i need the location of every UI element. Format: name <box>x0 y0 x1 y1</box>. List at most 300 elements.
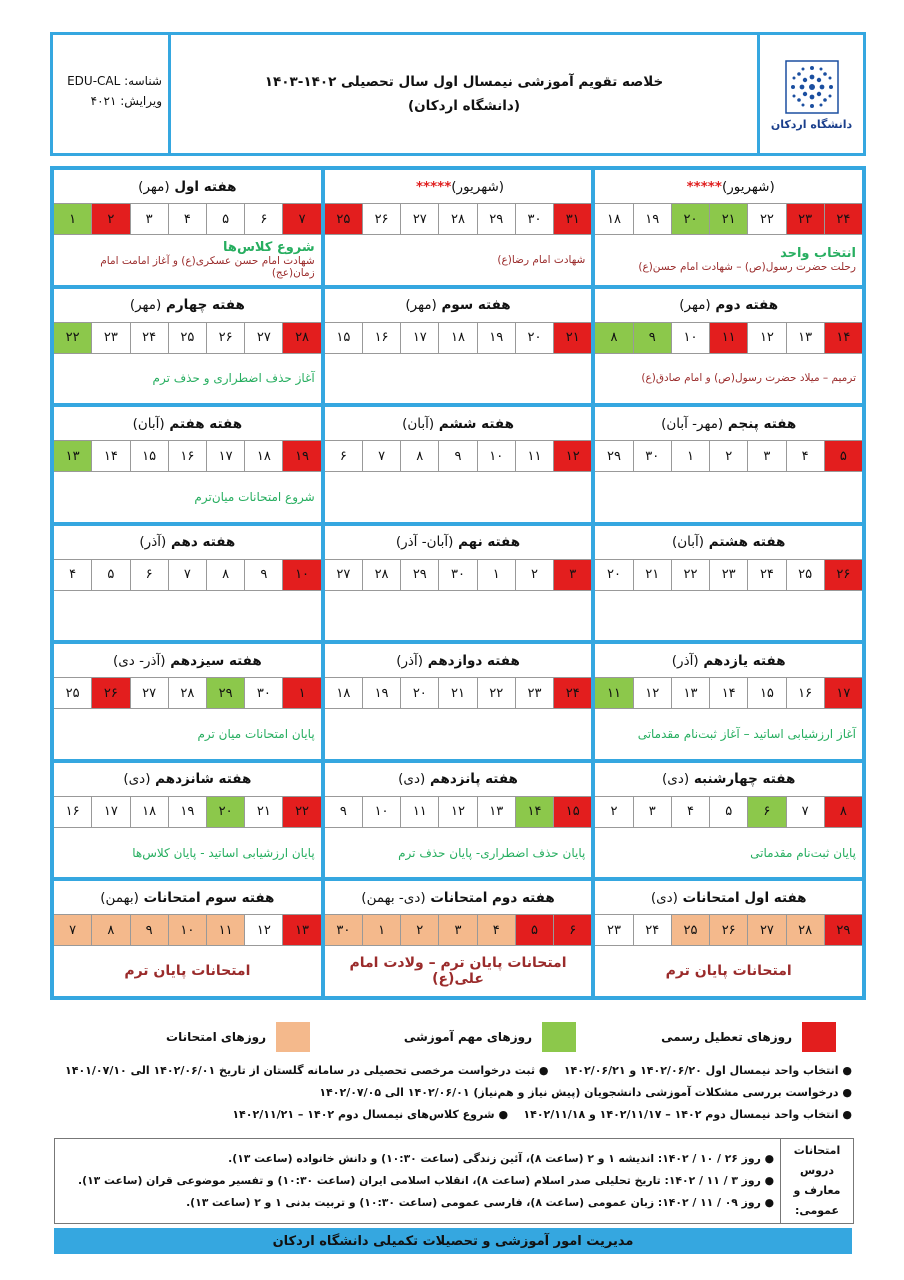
day-cell: ۸ <box>400 441 438 471</box>
day-cell: ۹ <box>130 915 168 945</box>
week-month: (شهریور) <box>721 178 775 195</box>
week-title <box>595 763 862 796</box>
week-name: هفته نهم <box>458 534 521 551</box>
day-cell: ۱۳ <box>786 323 824 353</box>
week-days-row <box>325 677 592 709</box>
day-cell: ۱۵ <box>130 441 168 471</box>
day-cell: ۱۰ <box>282 560 320 590</box>
day-cell: ۲۷ <box>400 204 438 234</box>
week-title <box>325 881 592 914</box>
day-cell: ۱۹ <box>362 678 400 708</box>
week-notes <box>54 235 321 285</box>
day-cell: ۳ <box>633 797 671 827</box>
document-version: ویرایش: ۴۰۲۱ <box>90 94 162 108</box>
week-note: ترمیم – میلاد حضرت رسول(ص) و امام صادق(ع) <box>641 372 856 385</box>
week-notes <box>595 946 862 996</box>
day-cell: ۱۳ <box>282 915 320 945</box>
week-month: (آبان- آذر) <box>395 534 454 551</box>
note-line-1: ● انتخاب واحد نیمسال اول ۱۴۰۲/۰۶/۲۰ و ۱۴۰۲/۰۶/۲۱ ● ثبت درخواست مرخصی تحصیلی در سامانه گلستان از تاریخ ۱۴۰۲/۰۶/۰۱ الی ۱۴۰۱/۰۷/۱۰ <box>65 1064 852 1077</box>
week-name: هفته سوم <box>441 297 511 314</box>
day-cell: ۱۴ <box>91 441 129 471</box>
day-cell: ۲۶ <box>824 560 862 590</box>
week-cell <box>595 526 862 641</box>
week-days-row <box>325 914 592 946</box>
week-notes <box>325 354 592 404</box>
week-note: شروع امتحانات میان‌ترم <box>194 489 315 504</box>
day-cell: ۲۵ <box>671 915 709 945</box>
week-title <box>54 170 321 203</box>
week-note: شروع کلاس‌ها <box>223 240 315 256</box>
day-cell: ۸ <box>91 915 129 945</box>
week-notes <box>54 946 321 996</box>
day-cell: ۲۶ <box>362 204 400 234</box>
day-cell: ۴ <box>477 915 515 945</box>
week-month: (مهر) <box>405 297 437 314</box>
week-notes <box>325 828 592 878</box>
week-title <box>54 289 321 322</box>
day-cell: ۲۸ <box>282 323 320 353</box>
note-second-term-start: شروع کلاس‌های نیمسال دوم ۱۴۰۲ – ۱۴۰۲/۱۱/۲۱ <box>232 1108 495 1121</box>
week-note: انتخاب واحد <box>780 246 856 262</box>
week-days-row <box>595 203 862 235</box>
note-second-term-selection: انتخاب واحد نیمسال دوم ۱۴۰۲ – ۱۴۰۲/۱۱/۱۷ و ۱۴۰۲/۱۱/۱۸ <box>523 1108 839 1121</box>
day-cell: ۲ <box>400 915 438 945</box>
day-cell: ۱۵ <box>336 330 351 346</box>
day-cell: ۲۹ <box>607 448 621 464</box>
week-notes <box>325 946 592 996</box>
week-days-row <box>595 440 862 472</box>
week-title <box>325 763 592 796</box>
week-name: هفته هفتم <box>169 415 243 432</box>
day-cell: ۲۴ <box>824 204 862 234</box>
week-days-row <box>595 677 862 709</box>
week-title <box>325 289 592 322</box>
week-month: (آذر) <box>139 534 167 551</box>
day-cell: ۲۱ <box>553 323 591 353</box>
day-cell: ۲۲ <box>282 797 320 827</box>
day-cell: ۷ <box>786 797 824 827</box>
week-notes <box>54 709 321 759</box>
legend-exams <box>166 1022 310 1052</box>
week-note: رحلت حضرت رسول(ص) – شهادت امام حسن(ع) <box>638 261 856 274</box>
week-name: هفته یازدهم <box>703 652 786 669</box>
day-cell: ۱۶ <box>362 323 400 353</box>
header <box>50 32 866 156</box>
week-cell <box>54 644 321 759</box>
week-title <box>54 763 321 796</box>
week-days-row <box>325 322 592 354</box>
page-title: خلاصه تقویم آموزشی نیمسال اول سال تحصیلی ۱۴۰۲-۱۴۰۳ <box>264 74 664 90</box>
day-cell: ۳۰ <box>633 441 671 471</box>
day-cell: ۳ <box>553 560 591 590</box>
week-name: هفته اول <box>174 178 237 195</box>
week-days-row <box>325 440 592 472</box>
week-title <box>595 407 862 440</box>
week-month: (دی) <box>650 889 678 906</box>
day-cell: ۱۲ <box>553 441 591 471</box>
week-name: هفته دوم امتحانات <box>430 889 555 906</box>
logo-text: دانشگاه اردکان <box>770 117 853 131</box>
day-cell: ۱۷ <box>206 441 244 471</box>
week-cell <box>54 526 321 641</box>
weekly-calendar-grid <box>50 166 866 1000</box>
day-cell: ۲ <box>610 804 618 820</box>
week-note: پایان امتحانات میان ترم <box>197 727 315 742</box>
week-note: امتحانات پایان ترم – ولادت امام علی(ع) <box>349 955 567 988</box>
day-cell: ۲۶ <box>91 678 129 708</box>
week-cell <box>325 170 592 285</box>
week-days-row <box>595 559 862 591</box>
week-notes <box>595 354 862 404</box>
week-title <box>325 526 592 559</box>
day-cell: ۳۱ <box>553 204 591 234</box>
day-cell: ۲۵ <box>786 560 824 590</box>
week-name: هفته دوازدهم <box>427 652 520 669</box>
week-title <box>54 526 321 559</box>
day-cell: ۲۹ <box>824 915 862 945</box>
week-days-row <box>54 677 321 709</box>
day-cell: ۱ <box>671 441 709 471</box>
week-name: هفته چهارم <box>165 297 245 314</box>
day-cell: ۲۳ <box>607 922 621 938</box>
day-cell: ۲۰ <box>515 323 553 353</box>
week-stars: ***** <box>686 178 722 195</box>
day-cell: ۱۲ <box>244 915 282 945</box>
week-cell <box>325 644 592 759</box>
week-days-row <box>54 322 321 354</box>
day-cell: ۲۹ <box>206 678 244 708</box>
week-cell <box>54 881 321 996</box>
day-cell: ۳۰ <box>438 560 476 590</box>
day-cell: ۱۴ <box>515 797 553 827</box>
day-cell: ۱۹ <box>282 441 320 471</box>
week-days-row <box>325 203 592 235</box>
week-month: (آبان) <box>671 534 705 551</box>
day-cell: ۵ <box>515 915 553 945</box>
day-cell: ۵ <box>709 797 747 827</box>
legend-important <box>404 1022 576 1052</box>
day-cell: ۲۴ <box>633 915 671 945</box>
week-month: (مهر) <box>138 178 170 195</box>
day-cell: ۱۹ <box>633 204 671 234</box>
week-cell <box>595 407 862 522</box>
week-title <box>325 407 592 440</box>
day-cell: ۱۵ <box>553 797 591 827</box>
day-cell: ۵ <box>206 204 244 234</box>
day-cell: ۵ <box>824 441 862 471</box>
day-cell: ۹ <box>339 804 347 820</box>
day-cell: ۱۲ <box>438 797 476 827</box>
day-cell: ۱۶ <box>65 804 80 820</box>
week-note: شهادت امام رضا(ع) <box>497 253 586 266</box>
day-cell: ۲۳ <box>515 678 553 708</box>
week-cell <box>595 170 862 285</box>
week-name: هفته پنجم <box>727 415 797 432</box>
week-cell <box>54 289 321 404</box>
day-cell: ۲۰ <box>400 678 438 708</box>
day-cell: ۸ <box>595 323 632 353</box>
day-cell: ۱۱ <box>400 797 438 827</box>
day-cell: ۲۲ <box>477 678 515 708</box>
week-month: (آذر- دی) <box>112 652 166 669</box>
week-month: (دی) <box>123 771 151 788</box>
day-cell: ۱۲ <box>633 678 671 708</box>
day-cell: ۷ <box>168 560 206 590</box>
day-cell: ۱۴ <box>709 678 747 708</box>
general-exams-label: امتحانات دروس معارف و عمومی: <box>780 1139 853 1223</box>
day-cell: ۱۳ <box>54 441 91 471</box>
note-line-3: ● انتخاب واحد نیمسال دوم ۱۴۰۲ – ۱۴۰۲/۱۱/۱۷ و ۱۴۰۲/۱۱/۱۸ ● شروع کلاس‌های نیمسال دوم ۱۴۰۲ – ۱۴۰۲/۱۱/۲۱ <box>232 1108 852 1121</box>
week-name: هفته چهارشنبه <box>693 771 796 788</box>
week-title <box>595 644 862 677</box>
day-cell: ۱۸ <box>130 797 168 827</box>
week-title <box>595 170 862 203</box>
day-cell: ۳ <box>747 441 785 471</box>
day-cell: ۲۵ <box>65 685 80 701</box>
week-month: (دی) <box>662 771 690 788</box>
week-notes <box>54 828 321 878</box>
week-month: (شهریور) <box>451 178 505 195</box>
week-notes <box>325 709 592 759</box>
note-line-2: ● درخواست بررسی مشکلات آموزشی دانشجویان (پیش نیاز و هم‌نیاز) ۱۴۰۲/۰۶/۰۱ الی ۱۴۰۲/۰۷/۰۵ <box>319 1086 852 1099</box>
day-cell: ۱۱ <box>709 323 747 353</box>
day-cell: ۲۸ <box>438 204 476 234</box>
day-cell: ۲۷ <box>336 567 351 583</box>
day-cell: ۹ <box>633 323 671 353</box>
legend-holiday-label: روزهای تعطیل رسمی <box>661 1030 792 1044</box>
week-cell <box>595 289 862 404</box>
week-note: پایان ارزشیابی اساتید - پایان کلاس‌ها <box>132 845 315 860</box>
week-name: هفته شانزدهم <box>155 771 252 788</box>
day-cell: ۱۳ <box>477 797 515 827</box>
week-cell <box>54 763 321 878</box>
day-cell: ۴ <box>168 204 206 234</box>
day-cell: ۶ <box>553 915 591 945</box>
week-month: (مهر) <box>679 297 711 314</box>
legend-exams-swatch <box>276 1022 310 1052</box>
day-cell: ۲۱ <box>709 204 747 234</box>
document-id-block <box>53 35 171 153</box>
day-cell: ۲ <box>515 560 553 590</box>
day-cell: ۳۰ <box>244 678 282 708</box>
week-name: هفته دهم <box>170 534 236 551</box>
week-cell <box>54 170 321 285</box>
week-cell <box>595 881 862 996</box>
day-cell: ۲۰ <box>206 797 244 827</box>
legend-important-label: روزهای مهم آموزشی <box>403 1030 532 1044</box>
day-cell: ۳ <box>438 915 476 945</box>
day-cell: ۹ <box>244 560 282 590</box>
day-cell: ۱۷ <box>91 797 129 827</box>
week-name: هفته سوم امتحانات <box>143 889 275 906</box>
day-cell: ۲۱ <box>438 678 476 708</box>
week-title <box>595 289 862 322</box>
day-cell: ۲۱ <box>633 560 671 590</box>
day-cell: ۱ <box>362 915 400 945</box>
week-cell <box>325 289 592 404</box>
day-cell: ۸ <box>824 797 862 827</box>
day-cell: ۲۵ <box>325 204 362 234</box>
week-note: امتحانات پایان ترم <box>665 963 792 980</box>
day-cell: ۸ <box>206 560 244 590</box>
footer: مدیریت امور آموزشی و تحصیلات تکمیلی دانشگاه اردکان <box>54 1228 852 1254</box>
day-cell: ۲۸ <box>786 915 824 945</box>
day-cell: ۲۷ <box>130 678 168 708</box>
day-cell: ۱۷ <box>824 678 862 708</box>
day-cell: ۲۸ <box>362 560 400 590</box>
week-note: آغاز حذف اضطراری و حذف ترم <box>152 371 315 386</box>
day-cell: ۷ <box>362 441 400 471</box>
day-cell: ۱۴ <box>824 323 862 353</box>
day-cell: ۱۷ <box>400 323 438 353</box>
document-code: شناسه: EDU-CAL <box>67 74 162 88</box>
week-cell <box>595 763 862 878</box>
day-cell: ۲۹ <box>477 204 515 234</box>
day-cell: ۱۸ <box>244 441 282 471</box>
week-notes <box>595 709 862 759</box>
week-notes <box>325 591 592 641</box>
day-cell: ۱۳ <box>671 678 709 708</box>
week-cell <box>325 526 592 641</box>
day-cell: ۱۰ <box>362 797 400 827</box>
day-cell: ۱۶ <box>168 441 206 471</box>
day-cell: ۲۶ <box>206 323 244 353</box>
day-cell: ۱۱ <box>515 441 553 471</box>
week-notes <box>595 828 862 878</box>
week-title <box>54 644 321 677</box>
day-cell: ۲۷ <box>747 915 785 945</box>
day-cell: ۴ <box>671 797 709 827</box>
day-cell: ۳۰ <box>515 204 553 234</box>
week-notes <box>54 472 321 522</box>
day-cell: ۲۳ <box>91 323 129 353</box>
legend-holiday-swatch <box>802 1022 836 1052</box>
week-notes <box>54 354 321 404</box>
week-notes <box>54 591 321 641</box>
week-cell <box>54 407 321 522</box>
day-cell: ۲۴ <box>130 323 168 353</box>
week-notes <box>595 472 862 522</box>
week-title <box>325 644 592 677</box>
day-cell: ۷ <box>282 204 320 234</box>
week-days-row <box>325 559 592 591</box>
week-days-row <box>54 203 321 235</box>
day-cell: ۷ <box>54 915 91 945</box>
note-leave-request: ثبت درخواست مرخصی تحصیلی در سامانه گلستان از تاریخ ۱۴۰۲/۰۶/۰۱ الی ۱۴۰۱/۰۷/۱۰ <box>65 1064 536 1077</box>
week-month: (آذر) <box>396 652 424 669</box>
week-name: هفته هشتم <box>708 534 786 551</box>
day-cell: ۲۸ <box>168 678 206 708</box>
day-cell: ۲۵ <box>168 323 206 353</box>
day-cell: ۲۰ <box>671 204 709 234</box>
day-cell: ۱۸ <box>607 211 621 227</box>
day-cell: ۲ <box>91 204 129 234</box>
day-cell: ۵ <box>91 560 129 590</box>
day-cell: ۳ <box>130 204 168 234</box>
day-cell: ۳۰ <box>325 915 362 945</box>
week-notes <box>595 591 862 641</box>
day-cell: ۲۴ <box>747 560 785 590</box>
day-cell: ۶ <box>130 560 168 590</box>
general-exam-day-1: روز ۲۶ / ۱۰ / ۱۴۰۲: اندیشه ۱ و ۲ (ساعت ۸)، آئین زندگی (ساعت ۱۰:۳۰) و دانش خانواده (ساعت ۱۳). <box>228 1152 761 1165</box>
day-cell: ۱۹ <box>168 797 206 827</box>
week-title <box>54 407 321 440</box>
week-name: هفته دوم <box>715 297 779 314</box>
week-note: شهادت امام حسن عسکری(ع) و آغاز امامت امام زمان(عج) <box>100 255 315 280</box>
week-notes <box>325 235 592 285</box>
week-title <box>595 881 862 914</box>
week-days-row <box>54 796 321 828</box>
general-exam-day-3: روز ۰۹ / ۱۱ / ۱۴۰۲: زبان عمومی (ساعت ۸)، فارسی عمومی (ساعت ۱۰:۳۰) و تربیت بدنی ۱ و ۲ (ساعت ۱۳). <box>186 1196 761 1209</box>
notes-list <box>54 1060 852 1126</box>
week-month: (آبان) <box>132 415 165 432</box>
week-cell <box>595 644 862 759</box>
logo-block <box>757 35 863 153</box>
day-cell: ۲۶ <box>709 915 747 945</box>
legend-exams-label: روزهای امتحانات <box>166 1030 266 1044</box>
week-cell <box>325 881 592 996</box>
day-cell: ۲۳ <box>709 560 747 590</box>
week-note: آغاز ارزشیابی اساتید – آغاز ثبت‌نام مقدماتی <box>637 727 856 742</box>
week-days-row <box>54 559 321 591</box>
day-cell: ۶ <box>339 448 347 464</box>
week-days-row <box>54 440 321 472</box>
day-cell: ۲ <box>709 441 747 471</box>
week-days-row <box>595 914 862 946</box>
day-cell: ۲۱ <box>244 797 282 827</box>
general-exams-box <box>54 1138 854 1224</box>
day-cell: ۱۱ <box>206 915 244 945</box>
legend-important-swatch <box>542 1022 576 1052</box>
day-cell: ۹ <box>438 441 476 471</box>
day-cell: ۱۰ <box>477 441 515 471</box>
day-cell: ۱۸ <box>336 685 351 701</box>
note-course-selection: انتخاب واحد نیمسال اول ۱۴۰۲/۰۶/۲۰ و ۱۴۰۲/۰۶/۲۱ <box>563 1064 839 1077</box>
day-cell: ۲۹ <box>400 560 438 590</box>
day-cell: ۲۰ <box>607 567 621 583</box>
day-cell: ۱۰ <box>168 915 206 945</box>
university-logo-icon <box>783 58 841 116</box>
week-notes <box>595 235 862 285</box>
week-notes <box>325 472 592 522</box>
week-month: (آبان) <box>402 415 435 432</box>
day-cell: ۱۵ <box>747 678 785 708</box>
day-cell: ۱۲ <box>747 323 785 353</box>
day-cell: ۲۴ <box>553 678 591 708</box>
week-note: پایان ثبت‌نام مقدماتی <box>750 845 856 860</box>
day-cell: ۲۲ <box>54 323 91 353</box>
week-note: پایان حذف اضطراری- پایان حذف ترم <box>398 845 586 860</box>
week-month: (مهر- آبان) <box>661 415 724 432</box>
day-cell: ۱ <box>282 678 320 708</box>
week-days-row <box>595 796 862 828</box>
week-name: هفته سیزدهم <box>170 652 262 669</box>
week-title <box>325 170 592 203</box>
day-cell: ۴ <box>69 567 77 583</box>
week-days-row <box>595 322 862 354</box>
day-cell: ۱۰ <box>671 323 709 353</box>
week-cell <box>325 407 592 522</box>
week-name: هفته پانزدهم <box>429 771 518 788</box>
day-cell: ۱ <box>477 560 515 590</box>
week-name: هفته اول امتحانات <box>682 889 807 906</box>
week-days-row <box>325 796 592 828</box>
day-cell: ۲۲ <box>671 560 709 590</box>
week-month: (آذر) <box>671 652 699 669</box>
week-title <box>54 881 321 914</box>
week-month: (دی) <box>398 771 426 788</box>
week-note: امتحانات پایان ترم <box>124 963 251 980</box>
